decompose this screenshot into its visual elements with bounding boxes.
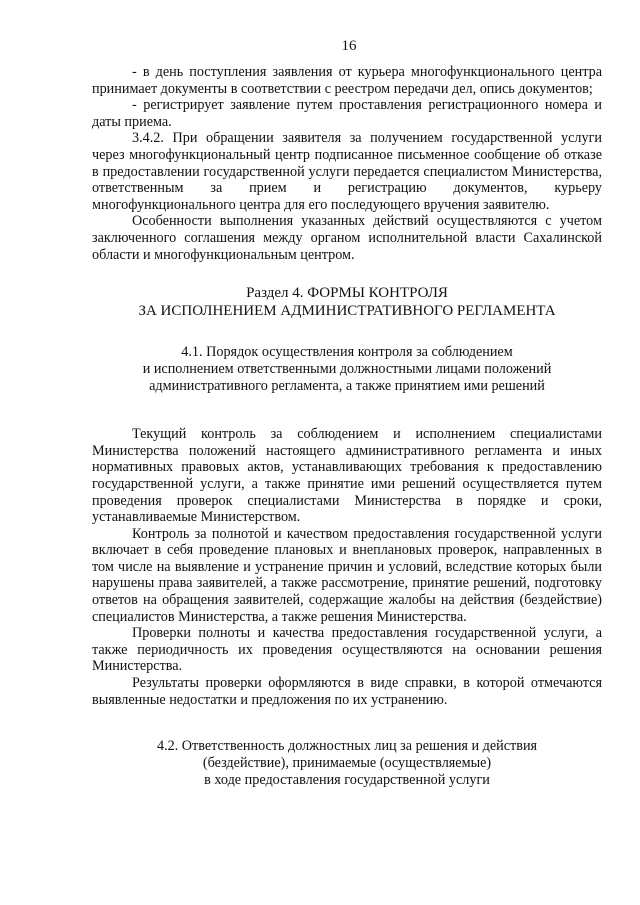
subsection-4-2-line2: (бездействие), принимаемые (осуществляемые) [202,755,492,772]
section-4-title-line1: Раздел 4. ФОРМЫ КОНТРОЛЯ [246,285,448,302]
paragraph-courier-intake: - в день поступления заявления от курьера многофункционального центра принимает документы в соответствии с реестром передачи дел, опись документов; [92,64,602,97]
subsection-4-2-line1: 4.2. Ответственность должностных лиц за решения и действия [156,738,538,755]
subsection-4-1-title [92,344,602,395]
paragraph-inspection-results: Результаты проверки оформляются в виде справки, в которой отмечаются выявленные недостатки и предложения по их устранению. [92,675,602,708]
paragraph-agreement-features: Особенности выполнения указанных действий осуществляются с учетом заключенного соглашения между органом исполнительной власти Сахалинской области и многофункциональным центром. [92,213,602,263]
section-4-title [92,284,602,320]
paragraph-current-control: Текущий контроль за соблюдением и исполнением специалистами Министерства положений настоящего административного регламента и иных нормативных правовых актов, устанавливающих требования к предоставлению государственной услуги, а также принятие ими решений осуществляется путем проведения проверок специалистами Министерства в порядке и сроки, устанавливаемые Министерством. [92,426,602,526]
subsection-4-1-line2: и исполнением ответственными должностными лицами положений [142,361,552,378]
section-4-title-line2: ЗА ИСПОЛНЕНИЕМ АДМИНИСТРАТИВНОГО РЕГЛАМЕНТА [138,303,556,320]
subsection-4-1-line3: административного регламента, а также принятием ими решений [149,378,545,395]
subsection-4-2-line3: в ходе предоставления государственной услуги [204,772,490,789]
paragraph-quality-control: Контроль за полнотой и качеством предоставления государственной услуги включает в себя проведение плановых и внеплановых проверок, направленных в том числе на выявление и устранение причин и условий, вследствие которых были нарушены права заявителей, а также рассмотрение, принятие решений, подготовку ответов на обращения заявителей, содержащие жалобы на действия (бездействие) специалистов Министерства, а также решения Министерства. [92,525,602,625]
subsection-4-2-title [92,738,602,789]
page-number: 16 [341,38,357,54]
paragraph-3-4-2: 3.4.2. При обращении заявителя за получением государственной услуги через многофункциональный центр подписанное письменное сообщение об отказе в предоставлении государственной услуги передается специалистом Министерства, ответственным за прием и регистрацию документов, курьеру многофункционального центра для его последующего вручения заявителю. [92,130,602,213]
subsection-4-1-line1: 4.1. Порядок осуществления контроля за соблюдением [181,344,513,361]
paragraph-inspections-basis: Проверки полноты и качества предоставления государственной услуги, а также периодичность их проведения осуществляются на основании решения Министерства. [92,625,602,675]
paragraph-registration: - регистрирует заявление путем проставления регистрационного номера и даты приема. [92,97,602,130]
